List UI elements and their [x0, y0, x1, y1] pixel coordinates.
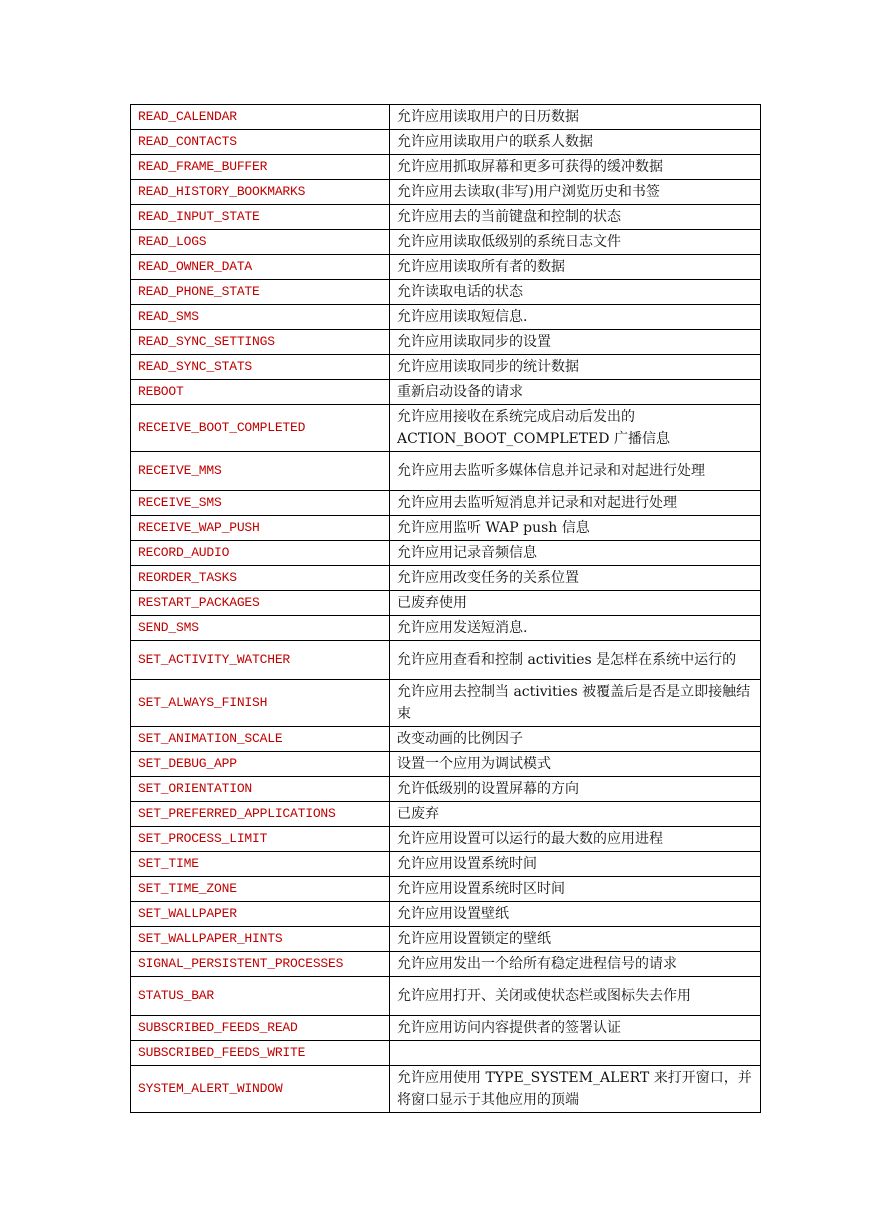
permission-name-cell: RECEIVE_WAP_PUSH [131, 516, 390, 541]
permission-name-cell: RESTART_PACKAGES [131, 591, 390, 616]
permission-description-cell: 允许应用打开、关闭或使状态栏或图标失去作用 [390, 977, 761, 1016]
table-row [131, 680, 761, 727]
permission-description-cell: 允许应用记录音频信息 [390, 541, 761, 566]
permission-name-cell: RECEIVE_BOOT_COMPLETED [131, 405, 390, 452]
permission-description-cell: 允许读取电话的状态 [390, 280, 761, 305]
table-row [131, 405, 761, 452]
table-row [131, 280, 761, 305]
permission-name-cell: RECEIVE_SMS [131, 491, 390, 516]
table-row [131, 255, 761, 280]
permission-description-cell: 允许应用去监听多媒体信息并记录和对起进行处理 [390, 452, 761, 491]
table-row [131, 1066, 761, 1113]
permission-description-cell: 允许应用监听 WAP push 信息 [390, 516, 761, 541]
permission-description-cell: 允许应用使用 TYPE_SYSTEM_ALERT 来打开窗口，并将窗口显示于其他应用的顶端 [390, 1066, 761, 1113]
permission-description-cell: 允许应用去监听短消息并记录和对起进行处理 [390, 491, 761, 516]
table-row [131, 541, 761, 566]
permission-name-cell: READ_SYNC_SETTINGS [131, 330, 390, 355]
table-row [131, 330, 761, 355]
permission-name-cell: SUBSCRIBED_FEEDS_WRITE [131, 1041, 390, 1066]
permission-description-cell: 允许应用读取用户的日历数据 [390, 105, 761, 130]
table-row [131, 1041, 761, 1066]
permission-name-cell: SET_ALWAYS_FINISH [131, 680, 390, 727]
table-row [131, 355, 761, 380]
permission-name-cell: SET_PROCESS_LIMIT [131, 827, 390, 852]
table-row [131, 727, 761, 752]
permission-name-cell: READ_OWNER_DATA [131, 255, 390, 280]
permission-description-cell: 允许应用读取所有者的数据 [390, 255, 761, 280]
permission-description-cell: 允许应用发出一个给所有稳定进程信号的请求 [390, 952, 761, 977]
table-row [131, 641, 761, 680]
permission-name-cell: READ_SMS [131, 305, 390, 330]
table-row [131, 380, 761, 405]
permission-description-cell: 允许应用抓取屏幕和更多可获得的缓冲数据 [390, 155, 761, 180]
table-row [131, 155, 761, 180]
table-row [131, 616, 761, 641]
permission-description-cell: 允许应用访问内容提供者的签署认证 [390, 1016, 761, 1041]
permission-name-cell: READ_FRAME_BUFFER [131, 155, 390, 180]
table-row [131, 452, 761, 491]
permission-description-cell: 允许应用读取低级别的系统日志文件 [390, 230, 761, 255]
permission-name-cell: SET_WALLPAPER_HINTS [131, 927, 390, 952]
permission-name-cell: SET_TIME [131, 852, 390, 877]
permission-description-cell: 允许应用查看和控制 activities 是怎样在系统中运行的 [390, 641, 761, 680]
permission-description-cell: 允许应用设置锁定的壁纸 [390, 927, 761, 952]
permission-name-cell: REORDER_TASKS [131, 566, 390, 591]
permission-description-cell: 允许低级别的设置屏幕的方向 [390, 777, 761, 802]
permission-description-cell: 设置一个应用为调试模式 [390, 752, 761, 777]
permission-name-cell: SIGNAL_PERSISTENT_PROCESSES [131, 952, 390, 977]
permission-name-cell: READ_CALENDAR [131, 105, 390, 130]
table-row [131, 877, 761, 902]
permission-description-cell: 允许应用设置系统时间 [390, 852, 761, 877]
permission-name-cell: SET_DEBUG_APP [131, 752, 390, 777]
table-row [131, 977, 761, 1016]
permission-name-cell: SYSTEM_ALERT_WINDOW [131, 1066, 390, 1113]
table-row [131, 802, 761, 827]
permission-description-cell [390, 1041, 761, 1066]
permission-name-cell: READ_SYNC_STATS [131, 355, 390, 380]
permission-description-cell: 允许应用去的当前键盘和控制的状态 [390, 205, 761, 230]
permission-name-cell: SET_PREFERRED_APPLICATIONS [131, 802, 390, 827]
permission-name-cell: STATUS_BAR [131, 977, 390, 1016]
permission-description-cell: 允许应用读取同步的设置 [390, 330, 761, 355]
table-row [131, 1016, 761, 1041]
permission-name-cell: SET_ACTIVITY_WATCHER [131, 641, 390, 680]
permission-name-cell: READ_INPUT_STATE [131, 205, 390, 230]
table-row [131, 305, 761, 330]
permission-description-cell: 允许应用读取短信息. [390, 305, 761, 330]
table-row [131, 902, 761, 927]
permission-description-cell: 允许应用读取同步的统计数据 [390, 355, 761, 380]
table-row [131, 516, 761, 541]
permission-name-cell: SET_ORIENTATION [131, 777, 390, 802]
table-row [131, 230, 761, 255]
permission-description-cell: 允许应用发送短消息. [390, 616, 761, 641]
permission-name-cell: SEND_SMS [131, 616, 390, 641]
permission-description-cell: 重新启动设备的请求 [390, 380, 761, 405]
permission-name-cell: READ_HISTORY_BOOKMARKS [131, 180, 390, 205]
permission-description-cell: 允许应用去控制当 activities 被覆盖后是否是立即接触结束 [390, 680, 761, 727]
permissions-table [130, 104, 761, 1113]
permission-name-cell: READ_CONTACTS [131, 130, 390, 155]
table-row [131, 927, 761, 952]
permission-name-cell: READ_LOGS [131, 230, 390, 255]
permission-description-cell: 允许应用设置可以运行的最大数的应用进程 [390, 827, 761, 852]
permission-name-cell: READ_PHONE_STATE [131, 280, 390, 305]
permission-name-cell: SET_WALLPAPER [131, 902, 390, 927]
permission-name-cell: RECORD_AUDIO [131, 541, 390, 566]
permission-description-cell: 允许应用接收在系统完成启动后发出的ACTION_BOOT_COMPLETED 广播信息 [390, 405, 761, 452]
permission-description-cell: 允许应用读取用户的联系人数据 [390, 130, 761, 155]
permission-name-cell: SET_ANIMATION_SCALE [131, 727, 390, 752]
permission-name-cell: RECEIVE_MMS [131, 452, 390, 491]
permission-description-cell: 允许应用设置壁纸 [390, 902, 761, 927]
table-row [131, 130, 761, 155]
table-row [131, 566, 761, 591]
permissions-table-body [131, 105, 761, 1113]
table-row [131, 491, 761, 516]
permission-description-cell: 允许应用设置系统时区时间 [390, 877, 761, 902]
table-row [131, 205, 761, 230]
table-row [131, 180, 761, 205]
table-row [131, 591, 761, 616]
permission-name-cell: REBOOT [131, 380, 390, 405]
table-row [131, 852, 761, 877]
permission-name-cell: SET_TIME_ZONE [131, 877, 390, 902]
permission-description-cell: 允许应用改变任务的关系位置 [390, 566, 761, 591]
permission-description-cell: 已废弃使用 [390, 591, 761, 616]
table-row [131, 105, 761, 130]
table-row [131, 952, 761, 977]
permission-description-cell: 改变动画的比例因子 [390, 727, 761, 752]
table-row [131, 752, 761, 777]
table-row [131, 827, 761, 852]
permission-description-cell: 已废弃 [390, 802, 761, 827]
permission-name-cell: SUBSCRIBED_FEEDS_READ [131, 1016, 390, 1041]
permission-description-cell: 允许应用去读取(非写)用户浏览历史和书签 [390, 180, 761, 205]
table-row [131, 777, 761, 802]
